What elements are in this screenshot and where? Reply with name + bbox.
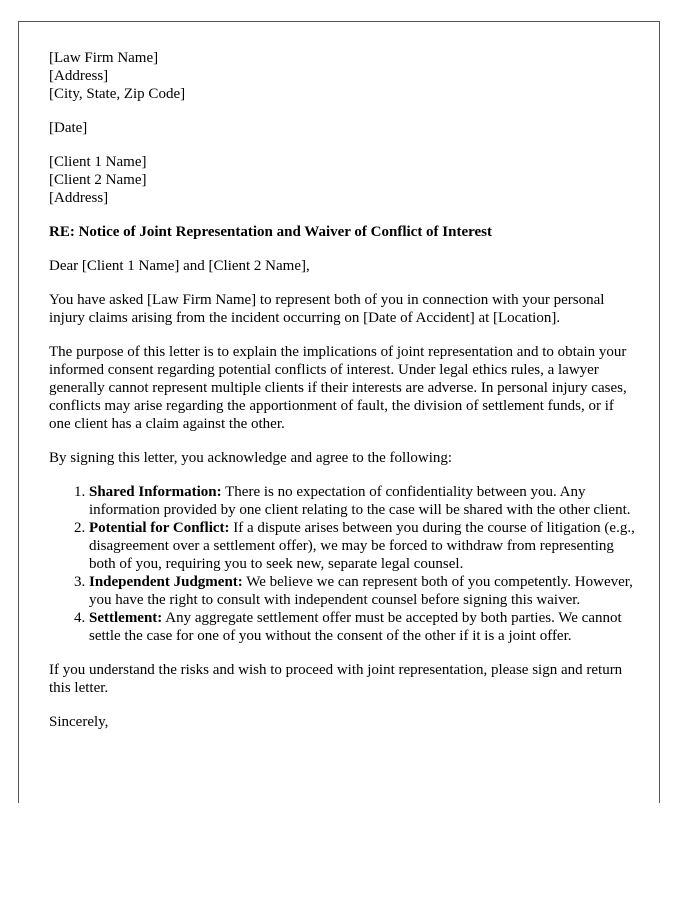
term-title: Settlement: xyxy=(89,610,163,626)
list-item xyxy=(89,609,639,645)
list-item xyxy=(89,573,639,609)
sender-name: [Law Firm Name] xyxy=(49,50,159,66)
list-item xyxy=(89,483,639,519)
acknowledge-paragraph: By signing this letter, you acknowledge and agree to the following: xyxy=(49,450,453,466)
terms-list xyxy=(49,483,639,645)
term-text: There is no expectation of confidentiality between you. Any information provided by one client relating to the case will be shared with the other client. xyxy=(89,484,631,518)
subject-line: RE: Notice of Joint Representation and Waiver of Conflict of Interest xyxy=(49,224,493,240)
intro-paragraph: You have asked [Law Firm Name] to represent both of you in connection with your personal injury claims arising from the incident occurring on [Date of Accident] at [Location]. xyxy=(49,292,605,326)
recipient-client1: [Client 1 Name] xyxy=(49,154,147,170)
term-text: If a dispute arises between you during the course of litigation (e.g., disagreement over a settlement offer), we may be forced to withdraw from representing both of you, requiring you to seek new, separate legal counsel. xyxy=(89,520,635,572)
sender-address: [Address] xyxy=(49,68,109,84)
salutation: Dear [Client 1 Name] and [Client 2 Name], xyxy=(49,258,310,274)
closing-paragraph: If you understand the risks and wish to proceed with joint representation, please sign and return this letter. xyxy=(49,662,623,696)
term-title: Shared Information: xyxy=(89,484,222,500)
closing: Sincerely, xyxy=(49,714,109,730)
sender-city-state-zip: [City, State, Zip Code] xyxy=(49,86,186,102)
date-block xyxy=(49,119,639,137)
term-text: Any aggregate settlement offer must be accepted by both parties. We cannot settle the case for one of you without the consent of the other if it is a joint offer. xyxy=(89,610,622,644)
letter-content xyxy=(49,49,639,747)
sender-block xyxy=(49,49,639,103)
purpose-paragraph: The purpose of this letter is to explain the implications of joint representation and to obtain your informed consent regarding potential conflicts of interest. Under legal ethics rules, a lawyer generally cannot represent multiple clients if their interests are adverse. In personal injury cases, conflicts may arise regarding the apportionment of fault, the division of settlement funds, or if one client has a claim against the other. xyxy=(49,344,627,432)
recipient-address: [Address] xyxy=(49,190,109,206)
letter-page xyxy=(18,21,660,803)
term-title: Independent Judgment: xyxy=(89,574,243,590)
term-title: Potential for Conflict: xyxy=(89,520,230,536)
recipient-client2: [Client 2 Name] xyxy=(49,172,147,188)
recipient-block xyxy=(49,153,639,207)
term-text: We believe we can represent both of you competently. However, you have the right to consult with independent counsel before signing this waiver. xyxy=(89,574,633,608)
letter-date: [Date] xyxy=(49,120,88,136)
list-item xyxy=(89,519,639,573)
